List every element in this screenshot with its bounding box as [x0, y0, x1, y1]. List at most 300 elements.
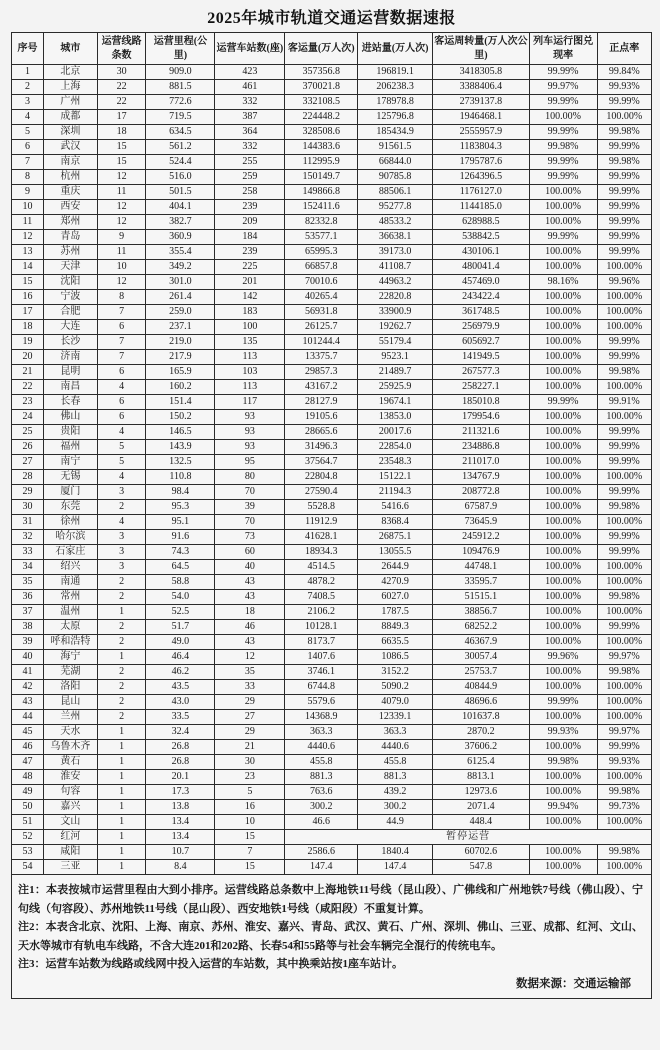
column-header-entries: 进站量(万人次) — [358, 33, 433, 65]
table-cell: 44748.1 — [433, 560, 530, 575]
table-cell: 65995.3 — [285, 245, 358, 260]
table-cell: 46.4 — [146, 650, 215, 665]
table-cell: 26125.7 — [285, 320, 358, 335]
table-cell: 6635.5 — [358, 635, 433, 650]
table-cell: 100.00% — [529, 455, 597, 470]
table-cell: 100.00% — [529, 110, 597, 125]
table-cell: 广州 — [44, 95, 98, 110]
table-cell: 5 — [97, 440, 146, 455]
table-cell: 2644.9 — [358, 560, 433, 575]
table-cell: 99.98% — [597, 500, 651, 515]
table-row — [12, 500, 652, 515]
table-cell: 17 — [12, 305, 44, 320]
table-cell: 100.00% — [597, 860, 651, 875]
table-cell: 15 — [12, 275, 44, 290]
table-cell: 239 — [215, 200, 285, 215]
table-cell: 7 — [215, 845, 285, 860]
table-cell: 8 — [12, 170, 44, 185]
table-cell: 100.00% — [529, 245, 597, 260]
table-cell: 10 — [12, 200, 44, 215]
table-cell: 青岛 — [44, 230, 98, 245]
table-cell: 17.3 — [146, 785, 215, 800]
table-row — [12, 545, 652, 560]
table-cell: 501.5 — [146, 185, 215, 200]
table-cell: 179954.6 — [433, 410, 530, 425]
table-cell: 26.8 — [146, 740, 215, 755]
table-cell: 66857.8 — [285, 260, 358, 275]
table-cell: 100.00% — [597, 770, 651, 785]
table-cell: 5090.2 — [358, 680, 433, 695]
table-cell: 100.00% — [529, 605, 597, 620]
table-cell: 红河 — [44, 830, 98, 845]
table-cell: 267577.3 — [433, 365, 530, 380]
table-cell: 909.0 — [146, 65, 215, 80]
table-cell: 1183804.3 — [433, 140, 530, 155]
table-cell: 100.00% — [597, 680, 651, 695]
table-cell: 219.0 — [146, 335, 215, 350]
table-cell: 46.6 — [285, 815, 358, 830]
table-cell: 济南 — [44, 350, 98, 365]
table-cell: 99.93% — [597, 80, 651, 95]
table-cell: 99.98% — [597, 155, 651, 170]
table-cell: 温州 — [44, 605, 98, 620]
table-cell: 三亚 — [44, 860, 98, 875]
table-cell: 11 — [97, 185, 146, 200]
table-cell: 185434.9 — [358, 125, 433, 140]
table-cell: 26875.1 — [358, 530, 433, 545]
table-cell: 16 — [12, 290, 44, 305]
table-cell: 23 — [215, 770, 285, 785]
table-cell: 21194.3 — [358, 485, 433, 500]
table-cell: 22820.8 — [358, 290, 433, 305]
table-cell: 8 — [97, 290, 146, 305]
table-cell: 45 — [12, 725, 44, 740]
table-cell: 22 — [97, 95, 146, 110]
table-cell: 99.99% — [597, 335, 651, 350]
table-cell: 881.3 — [358, 770, 433, 785]
table-cell: 3746.1 — [285, 665, 358, 680]
table-cell: 13055.5 — [358, 545, 433, 560]
table-cell: 8173.7 — [285, 635, 358, 650]
table-cell: 太原 — [44, 620, 98, 635]
table-cell: 2 — [12, 80, 44, 95]
table-cell: 43 — [215, 635, 285, 650]
table-cell: 132.5 — [146, 455, 215, 470]
table-row — [12, 65, 652, 80]
table-cell: 10 — [215, 815, 285, 830]
table-cell: 100.00% — [529, 770, 597, 785]
table-cell: 100.00% — [597, 710, 651, 725]
table-cell: 1 — [97, 845, 146, 860]
table-cell: 48 — [12, 770, 44, 785]
table-cell: 6 — [97, 320, 146, 335]
table-cell: 30057.4 — [433, 650, 530, 665]
table-row — [12, 335, 652, 350]
table-cell: 5 — [215, 785, 285, 800]
table-cell: 100.00% — [597, 605, 651, 620]
table-cell: 南京 — [44, 155, 98, 170]
table-cell: 99.99% — [529, 95, 597, 110]
table-cell: 9523.1 — [358, 350, 433, 365]
table-cell: 28127.9 — [285, 395, 358, 410]
table-cell: 9 — [12, 185, 44, 200]
page-title: 2025年城市轨道交通运营数据速报 — [207, 10, 456, 27]
table-cell: 43 — [215, 590, 285, 605]
table-cell: 郑州 — [44, 215, 98, 230]
table-cell: 100 — [215, 320, 285, 335]
table-cell: 60 — [215, 545, 285, 560]
table-cell: 149866.8 — [285, 185, 358, 200]
table-cell: 6027.0 — [358, 590, 433, 605]
table-cell: 99.99% — [597, 440, 651, 455]
table-cell: 100.00% — [529, 335, 597, 350]
table-cell: 99.99% — [597, 170, 651, 185]
table-cell: 100.00% — [597, 815, 651, 830]
table-cell: 34 — [12, 560, 44, 575]
table-cell: 14 — [12, 260, 44, 275]
table-cell: 佛山 — [44, 410, 98, 425]
table-cell: 22 — [97, 80, 146, 95]
table-cell: 44.9 — [358, 815, 433, 830]
table-row — [12, 770, 652, 785]
table-cell: 225 — [215, 260, 285, 275]
table-cell: 719.5 — [146, 110, 215, 125]
table-cell: 516.0 — [146, 170, 215, 185]
table-cell: 41108.7 — [358, 260, 433, 275]
table-cell: 4270.9 — [358, 575, 433, 590]
table-cell: 211017.0 — [433, 455, 530, 470]
table-cell: 1086.5 — [358, 650, 433, 665]
table-cell: 100.00% — [529, 440, 597, 455]
table-row — [12, 455, 652, 470]
table-header — [12, 33, 652, 65]
table-cell: 3418305.8 — [433, 65, 530, 80]
table-row — [12, 170, 652, 185]
table-cell: 深圳 — [44, 125, 98, 140]
table-cell: 25 — [12, 425, 44, 440]
table-cell: 48696.6 — [433, 695, 530, 710]
table-cell: 183 — [215, 305, 285, 320]
table-cell: 南通 — [44, 575, 98, 590]
table-cell: 12 — [97, 170, 146, 185]
table-cell: 2106.2 — [285, 605, 358, 620]
table-cell: 100.00% — [529, 530, 597, 545]
table-cell: 宁波 — [44, 290, 98, 305]
table-cell: 8849.3 — [358, 620, 433, 635]
table-cell: 46.2 — [146, 665, 215, 680]
table-cell: 5 — [12, 125, 44, 140]
table-cell: 100.00% — [529, 545, 597, 560]
table-cell: 1795787.6 — [433, 155, 530, 170]
table-cell: 99.99% — [597, 185, 651, 200]
table-cell: 99.99% — [529, 695, 597, 710]
table-cell: 234886.8 — [433, 440, 530, 455]
column-header-ridership: 客运量(万人次) — [285, 33, 358, 65]
table-cell: 15 — [97, 140, 146, 155]
table-cell: 332108.5 — [285, 95, 358, 110]
table-cell: 1264396.5 — [433, 170, 530, 185]
table-cell: 357356.8 — [285, 65, 358, 80]
table-cell: 48533.2 — [358, 215, 433, 230]
table-cell: 361748.5 — [433, 305, 530, 320]
table-cell: 长春 — [44, 395, 98, 410]
table-cell: 12 — [215, 650, 285, 665]
table-cell: 32.4 — [146, 725, 215, 740]
table-row — [12, 425, 652, 440]
table-cell: 15 — [215, 860, 285, 875]
table-cell: 6 — [97, 365, 146, 380]
table-cell: 23548.3 — [358, 455, 433, 470]
table-cell: 15 — [215, 830, 285, 845]
table-row — [12, 710, 652, 725]
table-cell: 39173.0 — [358, 245, 433, 260]
table-cell: 2739137.8 — [433, 95, 530, 110]
table-cell: 82332.8 — [285, 215, 358, 230]
table-cell: 243422.4 — [433, 290, 530, 305]
table-cell: 439.2 — [358, 785, 433, 800]
table-cell: 258227.1 — [433, 380, 530, 395]
column-header-fulfillment: 列车运行图兑现率 — [529, 33, 597, 65]
table-cell: 5416.6 — [358, 500, 433, 515]
table-cell: 561.2 — [146, 140, 215, 155]
table-cell: 4 — [97, 515, 146, 530]
table-cell: 28665.6 — [285, 425, 358, 440]
table-cell: 628988.5 — [433, 215, 530, 230]
table-cell: 100.00% — [529, 635, 597, 650]
table-cell: 哈尔滨 — [44, 530, 98, 545]
table-cell: 4440.6 — [358, 740, 433, 755]
table-row — [12, 245, 652, 260]
table-cell: 16 — [215, 800, 285, 815]
table-cell: 绍兴 — [44, 560, 98, 575]
table-cell: 99.94% — [529, 800, 597, 815]
table-row — [12, 215, 652, 230]
footnote-1: 注1：本表按城市运营里程由大到小排序。运营线路总条数中上海地铁11号线（昆山段）、广佛线和广州地铁7号线（佛山段）、宁句线（句容段）、苏州地铁11号线（昆山段）、西安地铁1号线（咸阳段）不重复计算。 — [18, 884, 643, 915]
table-cell: 2 — [97, 620, 146, 635]
table-row — [12, 395, 652, 410]
table-row — [12, 125, 652, 140]
table-cell: 4514.5 — [285, 560, 358, 575]
table-cell: 99.96% — [529, 650, 597, 665]
table-cell: 天水 — [44, 725, 98, 740]
table-row — [12, 725, 652, 740]
table-cell: 150149.7 — [285, 170, 358, 185]
table-cell: 547.8 — [433, 860, 530, 875]
table-cell: 95.3 — [146, 500, 215, 515]
footnote-3: 注3：运营车站数为线路或线网中投入运营的车站数，其中换乘站按1座车站计。 — [18, 958, 403, 970]
table-cell: 70010.6 — [285, 275, 358, 290]
table-cell: 117 — [215, 395, 285, 410]
table-cell: 110.8 — [146, 470, 215, 485]
table-cell: 4 — [97, 380, 146, 395]
table-cell: 461 — [215, 80, 285, 95]
table-cell: 9 — [97, 230, 146, 245]
table-cell: 113 — [215, 380, 285, 395]
table-cell: 70 — [215, 515, 285, 530]
table-cell: 4 — [12, 110, 44, 125]
table-cell: 101244.4 — [285, 335, 358, 350]
table-cell: 25753.7 — [433, 665, 530, 680]
table-cell: 73645.9 — [433, 515, 530, 530]
table-cell: 100.00% — [597, 560, 651, 575]
table-cell: 98.4 — [146, 485, 215, 500]
table-cell: 12339.1 — [358, 710, 433, 725]
data-source: 数据来源：交通运输部 — [516, 977, 631, 990]
table-cell: 2071.4 — [433, 800, 530, 815]
table-row — [12, 845, 652, 860]
table-cell: 37564.7 — [285, 455, 358, 470]
table-cell: 259 — [215, 170, 285, 185]
table-cell: 33 — [215, 680, 285, 695]
table-cell: 101637.8 — [433, 710, 530, 725]
table-cell: 95277.8 — [358, 200, 433, 215]
table-cell: 4079.0 — [358, 695, 433, 710]
table-cell: 99.99% — [597, 530, 651, 545]
table-row — [12, 815, 652, 830]
table-cell: 99.99% — [597, 245, 651, 260]
table-body — [12, 65, 652, 875]
table-cell: 100.00% — [529, 305, 597, 320]
table-cell: 22 — [12, 380, 44, 395]
table-cell: 151.4 — [146, 395, 215, 410]
table-cell: 99.99% — [529, 65, 597, 80]
table-cell: 51515.1 — [433, 590, 530, 605]
table-cell: 无锡 — [44, 470, 98, 485]
table-cell: 100.00% — [529, 470, 597, 485]
table-cell: 100.00% — [529, 320, 597, 335]
table-cell: 长沙 — [44, 335, 98, 350]
table-cell: 15 — [97, 155, 146, 170]
table-cell: 100.00% — [597, 260, 651, 275]
table-cell: 99.98% — [529, 755, 597, 770]
table-cell: 1 — [97, 725, 146, 740]
table-cell: 南宁 — [44, 455, 98, 470]
table-cell: 2 — [97, 665, 146, 680]
table-cell: 13.4 — [146, 815, 215, 830]
table-cell: 160.2 — [146, 380, 215, 395]
table-cell: 56931.8 — [285, 305, 358, 320]
table-cell: 259.0 — [146, 305, 215, 320]
table-cell: 772.6 — [146, 95, 215, 110]
table-row — [12, 365, 652, 380]
table-cell: 33 — [12, 545, 44, 560]
table-row — [12, 830, 652, 845]
table-cell: 32 — [12, 530, 44, 545]
table-cell: 99.99% — [597, 620, 651, 635]
table-cell: 99.97% — [597, 650, 651, 665]
table-cell: 144383.6 — [285, 140, 358, 155]
table-cell: 99.99% — [597, 425, 651, 440]
table-cell: 重庆 — [44, 185, 98, 200]
table-cell: 605692.7 — [433, 335, 530, 350]
table-cell: 35 — [215, 665, 285, 680]
table-cell: 100.00% — [529, 845, 597, 860]
table-row — [12, 470, 652, 485]
table-cell: 360.9 — [146, 230, 215, 245]
table-cell: 430106.1 — [433, 245, 530, 260]
table-cell: 19674.1 — [358, 395, 433, 410]
table-cell: 13853.0 — [358, 410, 433, 425]
table-cell: 184 — [215, 230, 285, 245]
table-cell: 3 — [12, 95, 44, 110]
footnote-2: 注2：本表含北京、沈阳、上海、南京、苏州、淮安、嘉兴、青岛、武汉、黄石、广州、深圳、佛山、三亚、成都、红河、文山、天水等城市有轨电车线路，不含大连201和202路、长春54和55路等与社会车辆完全混行的传统电车。 — [18, 921, 643, 952]
table-cell: 455.8 — [285, 755, 358, 770]
table-cell: 呼和浩特 — [44, 635, 98, 650]
table-cell: 昆山 — [44, 695, 98, 710]
table-cell: 100.00% — [597, 380, 651, 395]
table-cell: 29 — [215, 725, 285, 740]
table-cell: 27 — [215, 710, 285, 725]
table-cell: 100.00% — [597, 515, 651, 530]
table-cell: 90785.8 — [358, 170, 433, 185]
table-cell: 99.99% — [529, 125, 597, 140]
table-row — [12, 95, 652, 110]
table-cell: 91.6 — [146, 530, 215, 545]
table-cell: 咸阳 — [44, 845, 98, 860]
column-header-turnover: 客运周转量(万人次公里) — [433, 33, 530, 65]
table-cell: 99.84% — [597, 65, 651, 80]
table-cell: 255 — [215, 155, 285, 170]
table-cell: 3 — [97, 560, 146, 575]
table-cell: 91561.5 — [358, 140, 433, 155]
table-cell: 100.00% — [529, 185, 597, 200]
table-cell: 99.91% — [597, 395, 651, 410]
table-cell: 38856.7 — [433, 605, 530, 620]
table-cell: 7 — [97, 350, 146, 365]
table-cell: 363.3 — [358, 725, 433, 740]
table-row — [12, 260, 652, 275]
table-cell: 49.0 — [146, 635, 215, 650]
table-cell: 881.5 — [146, 80, 215, 95]
table-cell: 18 — [215, 605, 285, 620]
table-cell: 42 — [12, 680, 44, 695]
table-cell: 44963.2 — [358, 275, 433, 290]
table-row — [12, 785, 652, 800]
table-cell: 天津 — [44, 260, 98, 275]
table-cell: 43.0 — [146, 695, 215, 710]
table-cell: 29 — [215, 695, 285, 710]
table-cell: 8368.4 — [358, 515, 433, 530]
table-cell: 404.1 — [146, 200, 215, 215]
table-cell: 12 — [97, 215, 146, 230]
table-cell: 18 — [12, 320, 44, 335]
table-cell: 2 — [97, 710, 146, 725]
table-cell: 51 — [12, 815, 44, 830]
table-cell: 146.5 — [146, 425, 215, 440]
table-row — [12, 560, 652, 575]
table-cell: 7 — [97, 305, 146, 320]
table-cell: 100.00% — [529, 515, 597, 530]
table-cell: 64.5 — [146, 560, 215, 575]
table-cell: 21 — [215, 740, 285, 755]
table-row — [12, 185, 652, 200]
table-cell: 382.7 — [146, 215, 215, 230]
table-cell: 147.4 — [285, 860, 358, 875]
table-cell: 12973.6 — [433, 785, 530, 800]
table-cell: 40 — [12, 650, 44, 665]
table-cell: 93 — [215, 410, 285, 425]
table-cell: 52 — [12, 830, 44, 845]
table-cell: 37 — [12, 605, 44, 620]
table-row — [12, 110, 652, 125]
table-cell: 2 — [97, 680, 146, 695]
table-cell: 100.00% — [529, 785, 597, 800]
table-cell: 634.5 — [146, 125, 215, 140]
table-cell: 363.3 — [285, 725, 358, 740]
table-cell: 100.00% — [529, 500, 597, 515]
table-cell: 10 — [97, 260, 146, 275]
table-cell: 100.00% — [529, 665, 597, 680]
